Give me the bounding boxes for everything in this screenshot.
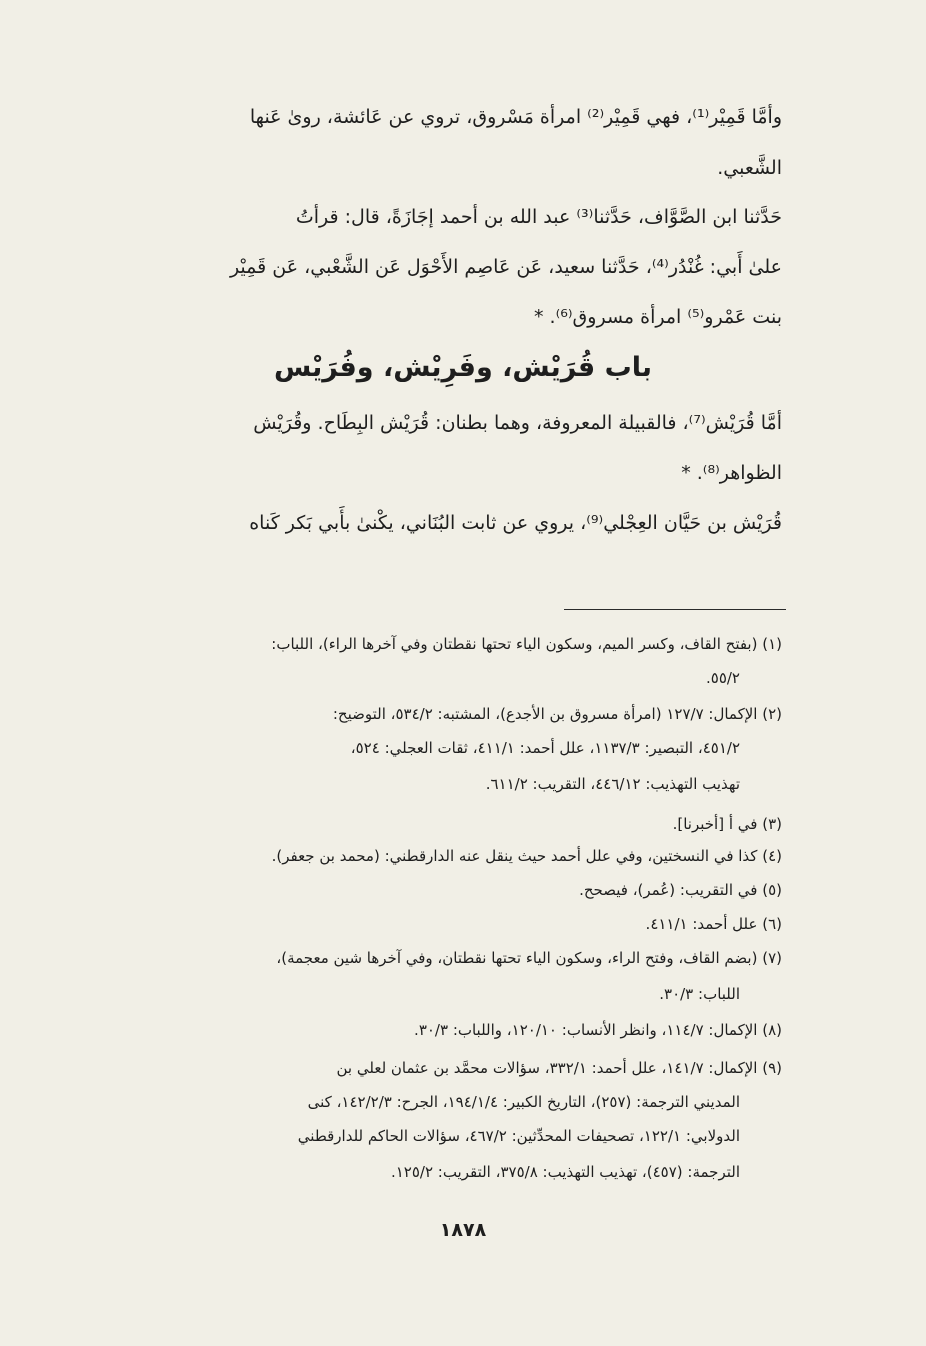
footnote-line: اللباب: ٣٠/٣. — [659, 985, 740, 1003]
footnote-separator — [564, 609, 786, 610]
body-line: حَدَّثنا ابن الصَّوَّاف، حَدَّثنا⁽³⁾ عبد الله بن أحمد إجَازَةً، قال: قرأتُ — [295, 206, 782, 228]
footnote-line: المديني الترجمة: (٢٥٧)، التاريخ الكبير: ١٩٤/١/٤، الجرح: ١٤٢/٢/٣، كنى — [307, 1093, 740, 1111]
footnote-line: (٣) في أ [أخبرنا]. — [672, 815, 782, 833]
body-line: قُرَيْش بن حَيَّان العِجْلي⁽⁹⁾، يروي عن ثابت البُنَاني، يكْنىٰ بأَبي بَكر كَناه — [249, 512, 782, 534]
footnote-line: (٧) (بضم القاف، وفتح الراء، وسكون الياء تحتها نقطتان، وفي آخرها شين معجمة)، — [276, 949, 782, 967]
footnote-line: (٥) في التقريب: (عُمر)، فيصحح. — [579, 881, 782, 899]
body-line: علىٰ أَبي: غُنْدُر⁽⁴⁾، حَدَّثنا سعيد، عَن عَاصِم الأَحْوَل عَن الشَّعْبي، عَن قَمِيْر — [229, 256, 782, 278]
body-line: وأمَّا قَمِيْر⁽¹⁾، فهي قَمِيْر⁽²⁾ امرأة مَسْروق، تروي عن عَائشة، روىٰ عَنها — [249, 106, 782, 128]
section-heading: باب قُرَيْش، وفَرِيْش، وفُرَيْس — [273, 352, 653, 383]
page-number: ١٨٧٨ — [439, 1219, 487, 1241]
footnote-line: تهذيب التهذيب: ٤٤٦/١٢، التقريب: ٦١١/٢. — [485, 775, 740, 793]
body-line: الشَّعبي. — [717, 157, 782, 179]
footnote-line: الترجمة: (٤٥٧)، تهذيب التهذيب: ٣٧٥/٨، التقريب: ١٢٥/٢. — [390, 1163, 740, 1181]
footnote-line: (٦) علل أحمد: ٤١١/١. — [645, 915, 782, 933]
footnote-line: ٥٥/٢. — [705, 669, 740, 687]
footnote-line: الدولابي: ١٢٢/١، تصحيفات المحدِّثين: ٤٦٧/٢، سؤالات الحاكم للدارقطني — [297, 1127, 740, 1145]
footnote-line: (٨) الإكمال: ١١٤/٧، وانظر الأنساب: ١٢٠/١٠، واللباب: ٣٠/٣. — [414, 1021, 782, 1039]
footnote-line: (١) (بفتح القاف، وكسر الميم، وسكون الياء تحتها نقطتان وفي آخرها الراء)، اللباب: — [271, 635, 782, 653]
body-line: أمَّا قُرَيْش⁽⁷⁾، فالقبيلة المعروفة، وهما بطنان: قُرَيْش البِطَاح. وقُرَيْش — [253, 412, 782, 434]
footnote-line: (٢) الإكمال: ١٢٧/٧ (امرأة مسروق بن الأجدع)، المشتبه: ٥٣٤/٢، التوضيح: — [332, 705, 782, 723]
footnote-line: (٤) كذا في النسختين، وفي علل أحمد حيث ينقل عنه الدارقطني: (محمد بن جعفر). — [271, 847, 782, 865]
footnote-line: ٤٥١/٢، التبصير: ١١٣٧/٣، علل أحمد: ٤١١/١، ثقات العجلي: ٥٢٤، — [350, 739, 740, 757]
body-line: بنت عَمْرو⁽⁵⁾ امرأة مسروق⁽⁶⁾. * — [534, 306, 782, 328]
body-line: الظواهر⁽⁸⁾. * — [681, 462, 782, 484]
footnote-line: (٩) الإكمال: ١٤١/٧، علل أحمد: ٣٣٢/١، سؤالات محمَّد بن عثمان لعلي بن — [336, 1059, 782, 1077]
